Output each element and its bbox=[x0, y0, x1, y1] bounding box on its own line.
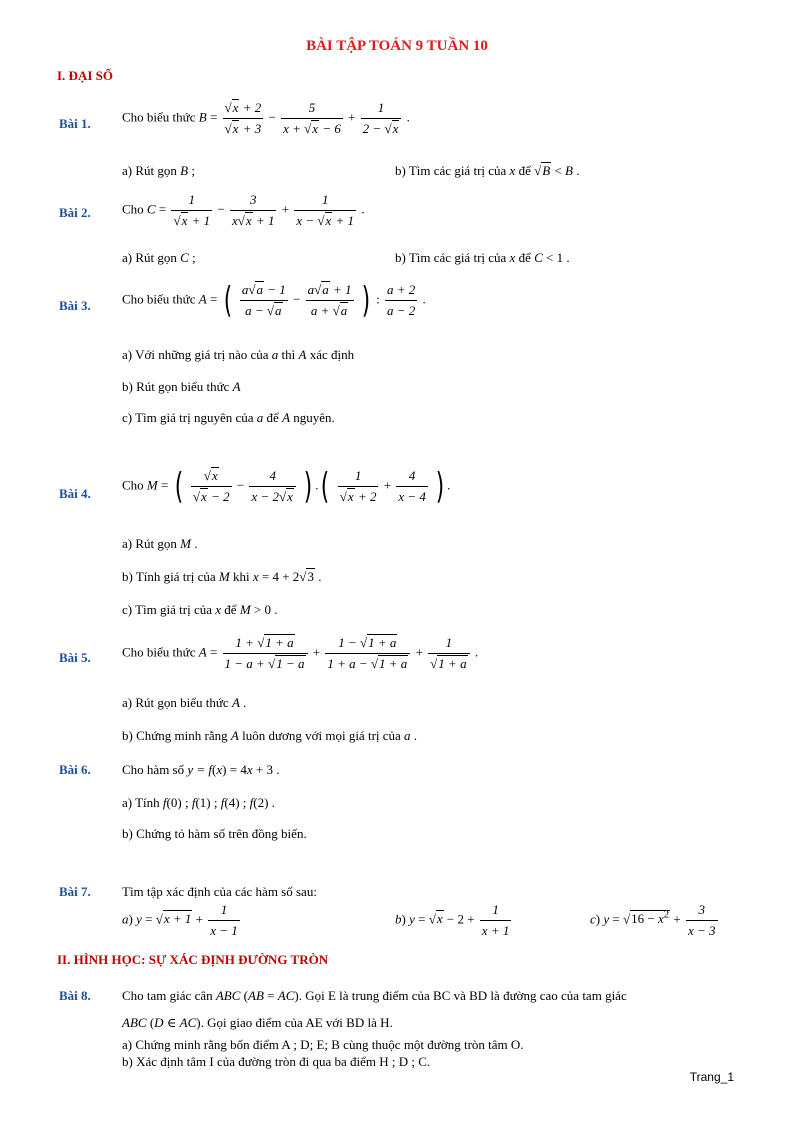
exercise-1-label: Bài 1. bbox=[59, 116, 91, 131]
exercise-8-statement-line2: ABC (D ∈ AC). Gọi giao điểm của AE với BD là H. bbox=[122, 1015, 393, 1030]
exercise-6-label: Bài 6. bbox=[59, 762, 91, 777]
exercise-6-statement: Cho hàm số y = f(x) = 4x + 3 . bbox=[122, 762, 280, 777]
exercise-7-statement: Tìm tập xác định của các hàm số sau: bbox=[122, 884, 317, 899]
exercise-7-part-b: b) y = √x − 2 + $\frac{1}{x + 1}$ bbox=[395, 902, 510, 938]
exercise-2-part-a: a) Rút gọn C ; bbox=[122, 250, 196, 265]
exercise-7-part-c: c) $y = √16 - x^2$ + $\frac{3}{x - 3}$ bbox=[590, 902, 716, 938]
exercise-1-part-b: b) Tìm các giá trị của x để √B < B . bbox=[395, 163, 580, 178]
exercise-3-label: Bài 3. bbox=[59, 298, 91, 313]
exercise-6-part-b: b) Chứng tỏ hàm số trên đồng biến. bbox=[122, 826, 307, 841]
exercise-4-part-c: c) Tìm giá trị của x để M > 0 . bbox=[122, 602, 278, 617]
exercise-2-statement: Cho C = $\frac{1}{√x + 1}$ − $\frac{3}{x√x + 1}$ + $\frac{1}{x - √x + 1}$ . bbox=[122, 192, 365, 228]
exercise-2-part-b: b) Tìm các giá trị của x để C < 1 . bbox=[395, 250, 570, 265]
section-geometry-heading: II. HÌNH HỌC: SỰ XÁC ĐỊNH ĐƯỜNG TRÒN bbox=[57, 952, 329, 967]
exercise-5-label: Bài 5. bbox=[59, 650, 91, 665]
exercise-7-label: Bài 7. bbox=[59, 884, 91, 899]
exercise-1-statement: Cho biểu thức B = $\frac{√x + 2}{√x + 3}$ − $\frac{5}{x + √x - 6}$ + $\frac{1}{2 - √x}$ . bbox=[122, 100, 410, 136]
exercise-5-statement: Cho biểu thức A = $\frac{1 + √1 + a}{1 - a + √1 - a}$ + $\frac{1 - √1 + a}{1 + a - √1 + a}$ + $\frac{1}{√1 + a}$ . bbox=[122, 635, 479, 671]
exercise-4-label: Bài 4. bbox=[59, 486, 91, 501]
section-algebra-heading: I. ĐẠI SỐ bbox=[57, 68, 113, 83]
exercise-5-part-b: b) Chứng minh rằng A luôn dương với mọi giá trị của a . bbox=[122, 728, 418, 743]
exercise-4-part-a: a) Rút gọn M . bbox=[122, 536, 198, 551]
exercise-4-part-b: b) Tính giá trị của M khi x = 4 + 2√3 . bbox=[122, 569, 322, 584]
page-number: Trang_1 bbox=[689, 1070, 734, 1084]
exercise-1-intro: Cho biểu thức bbox=[122, 109, 196, 125]
exercise-6-part-a: a) Tính f(0) ; f(1) ; f(4) ; f(2) . bbox=[122, 795, 275, 810]
exercise-8-statement: Cho tam giác cân ABC (AB = AC). Gọi E là trung điểm của BC và BD là đường cao của tam giác bbox=[122, 988, 627, 1003]
exercise-1-part-a: a) Rút gọn B ; bbox=[122, 163, 195, 178]
exercise-3-statement: Cho biểu thức A = ( $\frac{a√a - 1}{a - √a}$ − $\frac{a√a + 1}{a + √a}$ ) : $\frac{a + 2}{a - 2}$ . bbox=[122, 279, 426, 321]
exercise-7-part-a: a) y = √x + 1 + $\frac{1}{x - 1}$ bbox=[122, 902, 238, 938]
exercise-3-part-c: c) Tìm giá trị nguyên của a để A nguyên. bbox=[122, 410, 335, 425]
exercise-8-label: Bài 8. bbox=[59, 988, 91, 1003]
exercise-3-part-b: b) Rút gọn biểu thức A bbox=[122, 379, 241, 394]
exercise-8-part-b: b) Xác định tâm I của đường tròn đi qua ba điểm H ; D ; C. bbox=[122, 1054, 431, 1069]
exercise-5-part-a: a) Rút gọn biểu thức A . bbox=[122, 695, 247, 710]
exercise-2-label: Bài 2. bbox=[59, 205, 91, 220]
exercise-3-part-a: a) Với những giá trị nào của a thì A xác định bbox=[122, 347, 355, 362]
exercise-8-part-a: a) Chứng minh rằng bốn điểm A ; D; E; B cùng thuộc một đường tròn tâm O. bbox=[122, 1037, 524, 1052]
document-title: BÀI TẬP TOÁN 9 TUẦN 10 bbox=[306, 38, 488, 54]
exercise-4-statement: Cho M = ( $\frac{√x}{√x - 2}$ − $\frac{4}{x - 2√x}$ ) .( $\frac{1}{√x + 2}$ + $\frac{4}{x - 4}$ ) . bbox=[122, 465, 451, 507]
